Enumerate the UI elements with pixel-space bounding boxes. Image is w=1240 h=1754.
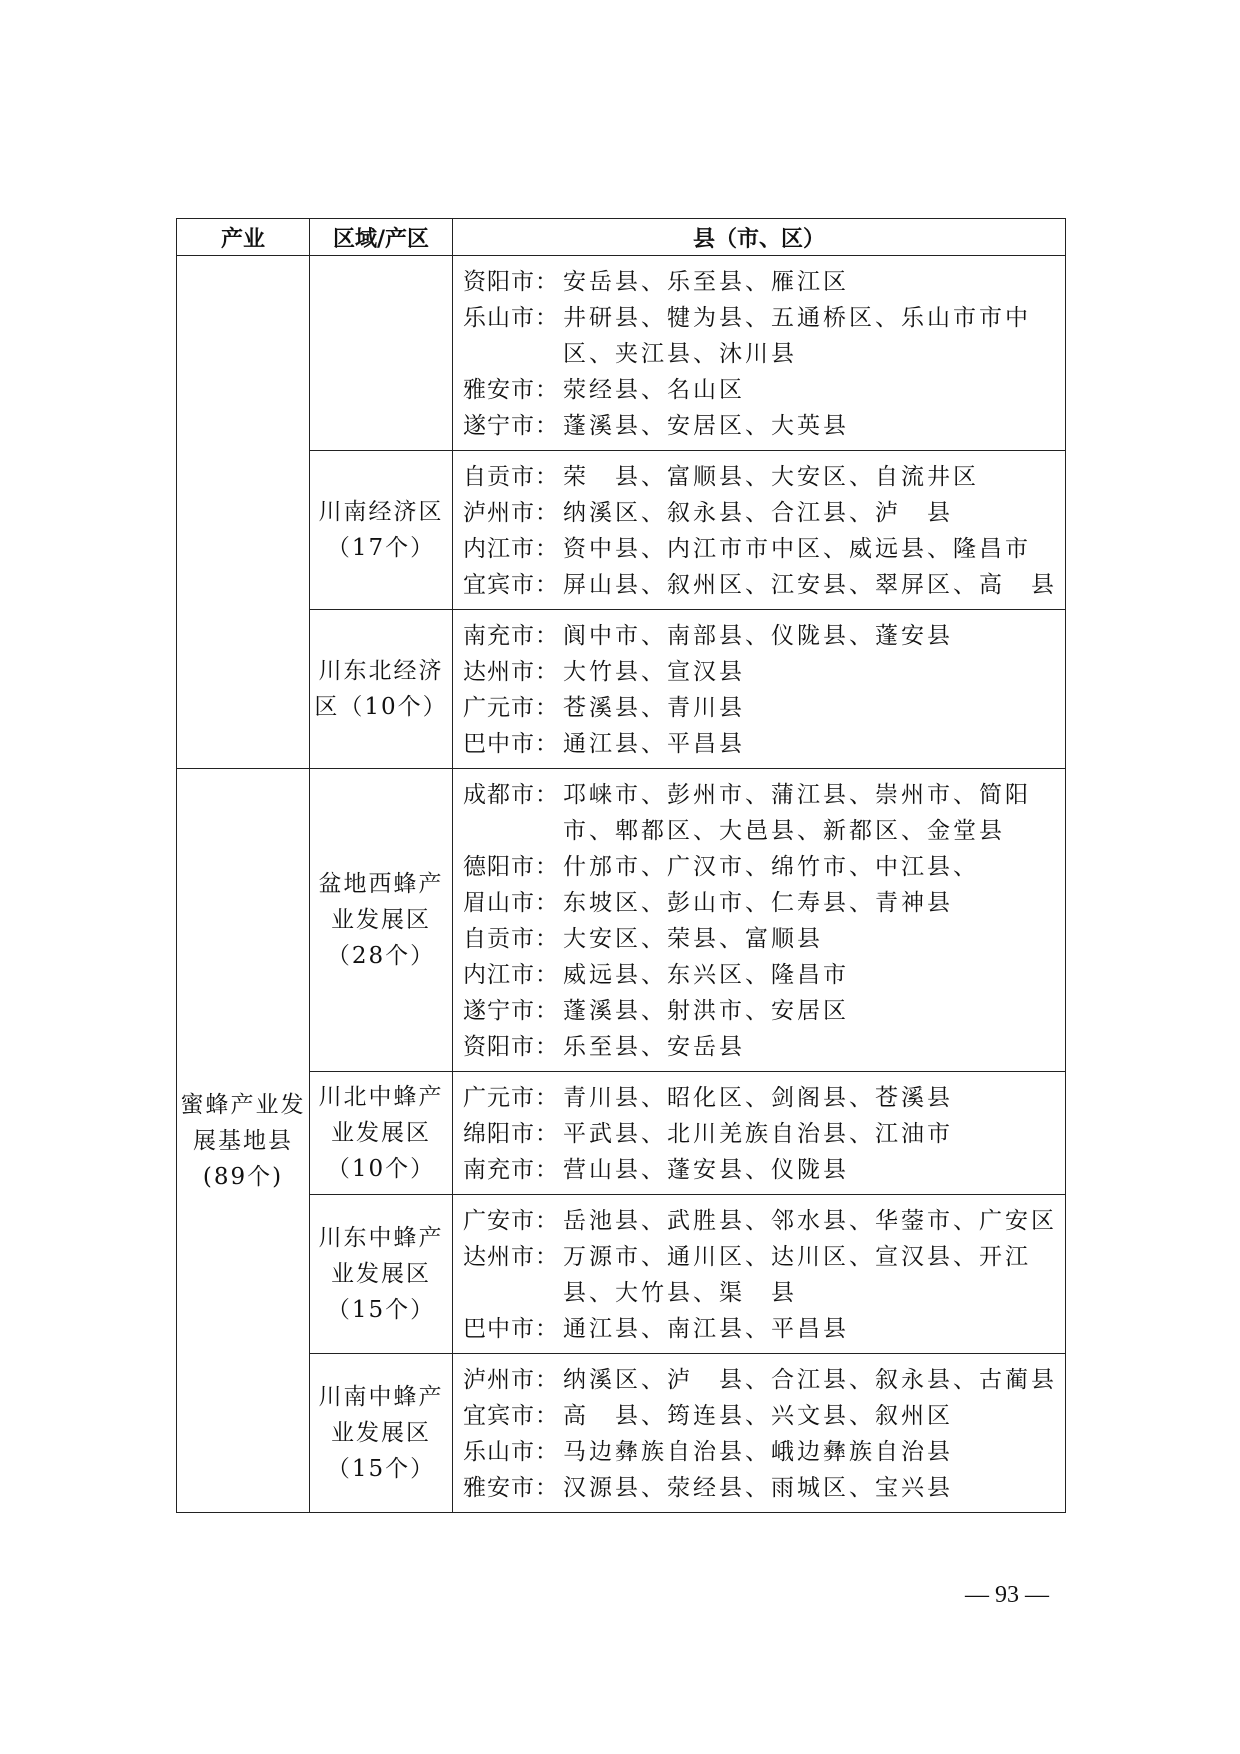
city-entry xyxy=(453,921,1065,957)
city-label: 南充市： xyxy=(463,623,559,649)
city-entry xyxy=(453,1152,1065,1188)
county-list: 青川县、昭化区、剑阁县、苍溪县 xyxy=(563,1085,953,1111)
city-label: 雅安市： xyxy=(463,1475,559,1501)
county-list: 蓬溪县、安居区、大英县 xyxy=(563,413,849,439)
city-label: 自贡市： xyxy=(463,464,559,490)
county-list: 邛崃市、彭州市、蒲江县、崇州市、简阳市、郫都区、大邑县、新都区、金堂县 xyxy=(563,782,1031,844)
region-cell xyxy=(310,256,453,451)
county-list: 汉源县、荥经县、雨城区、宝兴县 xyxy=(563,1475,953,1501)
city-entry xyxy=(453,618,1065,654)
city-entry xyxy=(453,1029,1065,1065)
region-cell: 川北中蜂产业发展区（10个） xyxy=(310,1072,453,1195)
city-entry xyxy=(453,726,1065,762)
city-entry xyxy=(453,885,1065,921)
city-label: 巴中市： xyxy=(463,1316,559,1342)
county-table xyxy=(176,218,1066,1513)
county-list: 通江县、南江县、平昌县 xyxy=(563,1316,849,1342)
region-cell: 川南中蜂产业发展区（15个） xyxy=(310,1354,453,1513)
city-entry xyxy=(453,777,1065,849)
county-list: 苍溪县、青川县 xyxy=(563,695,745,721)
table-body xyxy=(177,256,1066,1513)
county-list: 安岳县、乐至县、雁江区 xyxy=(563,269,849,295)
county-list: 通江县、平昌县 xyxy=(563,731,745,757)
city-entry xyxy=(453,495,1065,531)
city-entry xyxy=(453,1311,1065,1347)
county-list: 纳溪区、叙永县、合江县、泸 县 xyxy=(563,500,953,526)
county-list: 威远县、东兴区、隆昌市 xyxy=(563,962,849,988)
city-entry xyxy=(453,993,1065,1029)
county-list: 马边彝族自治县、峨边彝族自治县 xyxy=(563,1439,953,1465)
county-list: 荣 县、富顺县、大安区、自流井区 xyxy=(563,464,979,490)
header-counties: 县（市、区） xyxy=(453,219,1066,256)
city-entry xyxy=(453,1470,1065,1506)
county-list: 井研县、犍为县、五通桥区、乐山市市中区、夹江县、沐川县 xyxy=(563,305,1031,367)
city-entry xyxy=(453,408,1065,444)
county-list: 大安区、荣县、富顺县 xyxy=(563,926,823,952)
city-label: 广安市： xyxy=(463,1208,559,1234)
region-cell: 川东中蜂产业发展区（15个） xyxy=(310,1195,453,1354)
header-region: 区域/产区 xyxy=(310,219,453,256)
county-list: 资中县、内江市市中区、威远县、隆昌市 xyxy=(563,536,1031,562)
counties-cell xyxy=(453,1195,1066,1354)
county-list: 万源市、通川区、达川区、宣汉县、开江县、大竹县、渠 县 xyxy=(563,1244,1031,1306)
city-label: 遂宁市： xyxy=(463,413,559,439)
county-list: 平武县、北川羌族自治县、江油市 xyxy=(563,1121,953,1147)
city-label: 资阳市： xyxy=(463,1034,559,1060)
table-row xyxy=(177,256,1066,451)
city-label: 内江市： xyxy=(463,536,559,562)
county-list: 营山县、蓬安县、仪陇县 xyxy=(563,1157,849,1183)
city-label: 成都市： xyxy=(463,782,559,808)
city-label: 遂宁市： xyxy=(463,998,559,1024)
city-label: 宜宾市： xyxy=(463,1403,559,1429)
city-label: 广元市： xyxy=(463,1085,559,1111)
county-list: 纳溪区、泸 县、合江县、叙永县、古蔺县 xyxy=(563,1367,1057,1393)
city-label: 泸州市： xyxy=(463,1367,559,1393)
city-label: 泸州市： xyxy=(463,500,559,526)
city-entry xyxy=(453,1203,1065,1239)
county-list: 蓬溪县、射洪市、安居区 xyxy=(563,998,849,1024)
table-row xyxy=(177,1072,1066,1195)
county-list: 什邡市、广汉市、绵竹市、中江县、 xyxy=(563,854,979,880)
city-entry xyxy=(453,1398,1065,1434)
city-entry xyxy=(453,1434,1065,1470)
county-list: 大竹县、宣汉县 xyxy=(563,659,745,685)
counties-cell xyxy=(453,1354,1066,1513)
region-cell: 盆地西蜂产业发展区（28个） xyxy=(310,769,453,1072)
city-entry xyxy=(453,957,1065,993)
city-entry xyxy=(453,690,1065,726)
city-label: 南充市： xyxy=(463,1157,559,1183)
city-entry xyxy=(453,459,1065,495)
region-cell: 川东北经济区（10个） xyxy=(310,610,453,769)
city-label: 资阳市： xyxy=(463,269,559,295)
county-list: 屏山县、叙州区、江安县、翠屏区、高 县 xyxy=(563,572,1057,598)
city-label: 乐山市： xyxy=(463,1439,559,1465)
city-label: 达州市： xyxy=(463,1244,559,1270)
city-label: 自贡市： xyxy=(463,926,559,952)
table-row xyxy=(177,610,1066,769)
city-entry xyxy=(453,1362,1065,1398)
city-label: 广元市： xyxy=(463,695,559,721)
city-label: 眉山市： xyxy=(463,890,559,916)
county-list: 阆中市、南部县、仪陇县、蓬安县 xyxy=(563,623,953,649)
city-entry xyxy=(453,567,1065,603)
counties-cell xyxy=(453,769,1066,1072)
city-label: 宜宾市： xyxy=(463,572,559,598)
county-list: 乐至县、安岳县 xyxy=(563,1034,745,1060)
region-cell: 川南经济区（17个） xyxy=(310,451,453,610)
city-label: 雅安市： xyxy=(463,377,559,403)
county-list: 岳池县、武胜县、邻水县、华蓥市、广安区 xyxy=(563,1208,1057,1234)
table-row xyxy=(177,1195,1066,1354)
city-entry xyxy=(453,1116,1065,1152)
counties-cell xyxy=(453,256,1066,451)
page-number: — 93 — xyxy=(965,1582,1049,1608)
city-label: 内江市： xyxy=(463,962,559,988)
city-label: 巴中市： xyxy=(463,731,559,757)
counties-cell xyxy=(453,610,1066,769)
city-label: 乐山市： xyxy=(463,305,559,331)
counties-cell xyxy=(453,1072,1066,1195)
county-list: 高 县、筠连县、兴文县、叙州区 xyxy=(563,1403,953,1429)
county-list: 东坡区、彭山市、仁寿县、青神县 xyxy=(563,890,953,916)
city-entry xyxy=(453,372,1065,408)
industry-cell xyxy=(177,256,310,769)
city-entry xyxy=(453,1239,1065,1311)
city-label: 达州市： xyxy=(463,659,559,685)
table-header-row xyxy=(177,219,1066,256)
counties-cell xyxy=(453,451,1066,610)
county-list: 荥经县、名山区 xyxy=(563,377,745,403)
city-label: 绵阳市： xyxy=(463,1121,559,1147)
city-entry xyxy=(453,300,1065,372)
header-industry: 产业 xyxy=(177,219,310,256)
city-entry xyxy=(453,654,1065,690)
table-row xyxy=(177,769,1066,1072)
table-row xyxy=(177,1354,1066,1513)
city-entry xyxy=(453,1080,1065,1116)
city-entry xyxy=(453,849,1065,885)
industry-cell: 蜜蜂产业发展基地县(89个) xyxy=(177,769,310,1513)
city-label: 德阳市： xyxy=(463,854,559,880)
city-entry xyxy=(453,531,1065,567)
table-row xyxy=(177,451,1066,610)
city-entry xyxy=(453,264,1065,300)
